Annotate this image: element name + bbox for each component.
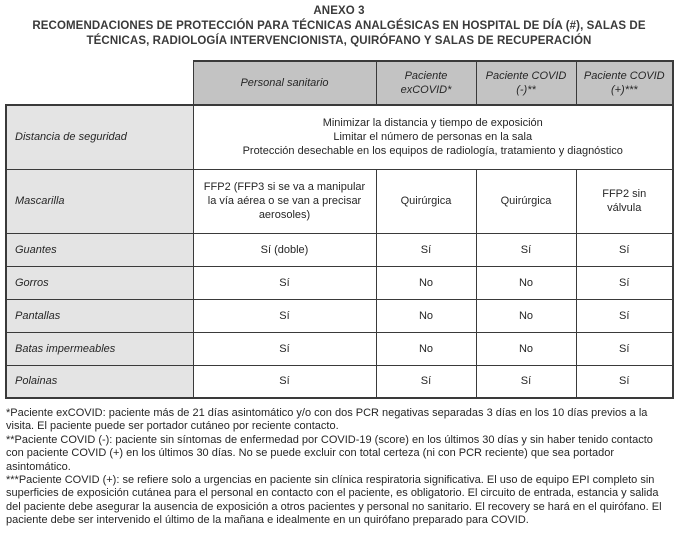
distancia-spanning-cell [193, 105, 673, 169]
table-cell: FFP2 sin válvula [576, 169, 673, 233]
col-header-paciente-covid-negativo: Paciente COVID (-)** [476, 61, 576, 105]
distancia-line-3: Protección desechable en los equipos de radiología, tratamiento y diagnóstico [242, 145, 623, 158]
row-label-gorros: Gorros [6, 266, 193, 299]
table-cell: No [376, 266, 476, 299]
table-cell: No [376, 332, 476, 365]
table-cell: Sí [476, 365, 576, 398]
header-row [6, 61, 673, 105]
table-cell: Sí [193, 266, 376, 299]
table-cell: No [376, 299, 476, 332]
table-cell: Sí [576, 266, 673, 299]
recommendations-table [5, 60, 674, 399]
row-label-batas-impermeables: Batas impermeables [6, 332, 193, 365]
row-label-mascarilla: Mascarilla [6, 169, 193, 233]
table-cell: Sí [476, 233, 576, 266]
table-cell: No [476, 299, 576, 332]
annex-number: ANEXO 3 [313, 5, 365, 17]
table-row-gorros [6, 266, 673, 299]
table-row-polainas [6, 365, 673, 398]
table-row-pantallas [6, 299, 673, 332]
row-label-distancia-de-seguridad: Distancia de seguridad [6, 105, 193, 169]
table-cell: Sí [576, 233, 673, 266]
row-label-pantallas: Pantallas [6, 299, 193, 332]
table-cell: Sí [376, 365, 476, 398]
table-cell: Sí [376, 233, 476, 266]
document-header [0, 0, 678, 49]
table-cell: Sí [576, 332, 673, 365]
footnote-excovid: *Paciente exCOVID: paciente más de 21 días asintomático y/o con dos PCR negativas separadas 3 días en los 10 días previos a la visita. El paciente puede ser portador cutáneo por reciente contacto. [6, 407, 648, 433]
table-cell: Sí (doble) [193, 233, 376, 266]
table-row-distancia [6, 105, 673, 169]
table-cell: Sí [193, 332, 376, 365]
table-cell: Sí [576, 299, 673, 332]
table-row-mascarilla [6, 169, 673, 233]
distancia-line-1: Minimizar la distancia y tiempo de exposición [322, 117, 543, 130]
col-header-paciente-covid-positivo: Paciente COVID (+)*** [576, 61, 673, 105]
col-header-personal-sanitario: Personal sanitario [193, 61, 376, 105]
footnote-covid-negativo: **Paciente COVID (-): paciente sin síntomas de enfermedad por COVID-19 (score) en los últimos 30 días y sin haber tenido contacto con paciente COVID (+) en los últimos 30 días. No se puede excluir con total certeza (ni con PCR reciente) que sea portador asintomático. [6, 433, 653, 473]
table-cell: Sí [576, 365, 673, 398]
footnotes-section [6, 407, 672, 528]
document-title: RECOMENDACIONES DE PROTECCIÓN PARA TÉCNICAS ANALGÉSICAS EN HOSPITAL DE DÍA (#), SALAS DE TÉCNICAS, RADIOLOGÍA INTERVENCIONISTA, QUIRÓFANO Y SALAS DE RECUPERACIÓN [32, 20, 646, 47]
table-cell: Quirúrgica [376, 169, 476, 233]
table-cell: Sí [193, 299, 376, 332]
table-cell: No [476, 266, 576, 299]
table-row-batas [6, 332, 673, 365]
footnote-covid-positivo: ***Paciente COVID (+): se refiere solo a urgencias en paciente sin clínica respiratoria significativa. El uso de equipo EPI completo sin superficies de exposición cutánea para el personal en contacto con el paciente, es obligatorio. El circuito de entrada, estancia y salida del paciente debe asegurar la ausencia de exposición a otros pacientes y personal no sanitario. El recovery se hará en el quirófano. El paciente debe ser intervenido el último de la mañana e idealmente en un quirófano preparado para COVID. [6, 474, 662, 527]
table-cell: No [476, 332, 576, 365]
table-cell: Sí [193, 365, 376, 398]
distancia-line-2: Limitar el número de personas en la sala [333, 131, 533, 144]
col-header-paciente-excovid: Paciente exCOVID* [376, 61, 476, 105]
row-label-polainas: Polainas [6, 365, 193, 398]
table-cell: Quirúrgica [476, 169, 576, 233]
blank-corner-cell [6, 61, 193, 105]
row-label-guantes: Guantes [6, 233, 193, 266]
table-row-guantes [6, 233, 673, 266]
table-cell: FFP2 (FFP3 si se va a manipular la vía aérea o se van a precisar aerosoles) [193, 169, 376, 233]
